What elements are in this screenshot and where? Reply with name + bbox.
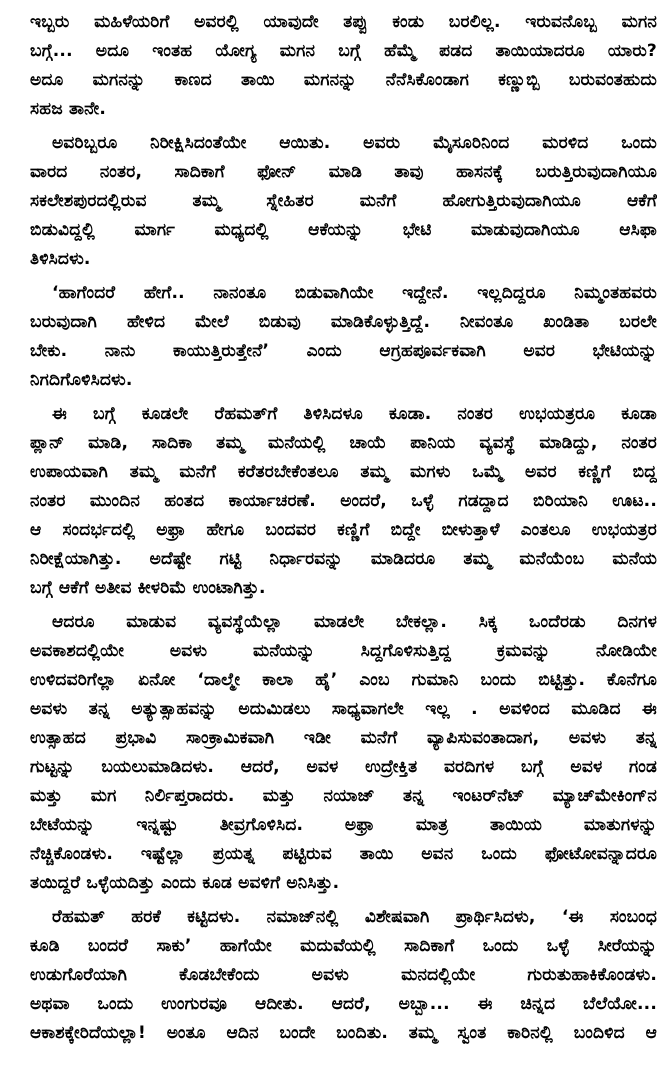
paragraph-2 [30, 129, 657, 274]
text-line: ಬರುವುದಾಗಿ ಹೇಳಿದ ಮೇಲೆ ಬಿಡುವು ಮಾಡಿಕೊಳ್ಳುತ್ತಿದ್ದೆ. ನೀವಂತೂ ಖಂಡಿತಾ ಬರಲೇ [30, 312, 657, 332]
text-line: ಗುಟ್ಟನ್ನು ಬಯಲುಮಾಡಿದಳು. ಆದರೆ, ಅವಳ ಉದ್ರೇಕ್ತಿತ ವರದಿಗಳ ಬಗ್ಗೆ ಅವಳ ಗಂಡ [30, 757, 657, 777]
text-line: ನಿಗದಿಗೊಳಿಸಿದಳು. [30, 370, 133, 390]
text-line: ಆದರೂ ಮಾಡುವ ವ್ಯವಸ್ಥೆಯೆಲ್ಲಾ ಮಾಡಲೇ ಬೇಕಲ್ಲಾ. ಸಿಕ್ಕ ಒಂದೆರಡು ದಿನಗಳ [52, 612, 657, 632]
text-line: ನಂತರ ಮುಂದಿನ ಹಂತದ ಕಾರ್ಯಾಚರಣೆ. ಅಂದರೆ, ಒಳ್ಳೆ ಗಡದ್ದಾದ ಬಿರಿಯಾನಿ ಊಟ.. [30, 491, 657, 511]
text-line: ತಿಳಿಸಿದಳು. [30, 249, 91, 269]
text-line: ಬೇಟೆಯನ್ನು ಇನ್ನಷ್ಟು ತೀವ್ರಗೊಳಿಸಿದ. ಅಫ್ರಾ ಮಾತ್ರ ತಾಯಿಯ ಮಾತುಗಳನ್ನು [30, 815, 657, 835]
text-line: ರೆಹಮತ್ ಹರಕೆ ಕಟ್ಟಿದಳು. ನಮಾಜ್‌ನಲ್ಲಿ ವಿಶೇಷವಾಗಿ ಪ್ರಾರ್ಥಿಸಿದಳು, ‘ಈ ಸಂಬಂಧ [52, 907, 657, 927]
text-line: ಅವರಿಬ್ಬರೂ ನಿರೀಕ್ಷಿಸಿದಂತೆಯೇ ಆಯಿತು. ಅವರು ಮೈಸೂರಿನಿಂದ ಮರಳಿದ ಒಂದು [52, 133, 657, 153]
text-line: ವಾರದ ನಂತರ, ಸಾದಿಕಾಗೆ ಫೋನ್ ಮಾಡಿ ತಾವು ಹಾಸನಕ್ಕೆ ಬರುತ್ತಿರುವುದಾಗಿಯೂ [30, 162, 657, 182]
text-line: ಬಗ್ಗೆ ಆಕೆಗೆ ಅತೀವ ಕೀಳರಿಮೆ ಉಂಟಾಗಿತ್ತು. [30, 578, 266, 598]
text-line: ಉತ್ಸಾಹದ ಪ್ರಭಾವಿ ಸಾಂಕ್ರಾಮಿಕವಾಗಿ ಇಡೀ ಮನೆಗೆ ವ್ಯಾಪಿಸುವಂತಾದಾಗ, ಅವಳು ತನ್ನ [30, 728, 657, 748]
text-line: ನಿರೀಕ್ಷೆಯಾಗಿತ್ತು. ಅದೆಷ್ಟೇ ಗಟ್ಟಿ ನಿರ್ಧಾರವನ್ನು ಮಾಡಿದರೂ ತಮ್ಮ ಮನೆಯೆಂಬ ಮನೆಯ [30, 549, 657, 569]
text-line: ತಯಿದ್ದರೆ ಒಳ್ಳೆಯದಿತ್ತು ಎಂದು ಕೂಡ ಅವಳಿಗೆ ಅನಿಸಿತ್ತು. [30, 873, 340, 893]
text-line: ಪ್ಲಾನ್ ಮಾಡಿ, ಸಾದಿಕಾ ತಮ್ಮ ಮನೆಯಲ್ಲಿ ಚಾಯೆ ಪಾನಿಯ ವ್ಯವಸ್ಥೆ ಮಾಡಿದ್ದು, ನಂತರ [30, 433, 657, 453]
text-line: ಉಳಿದವರಿಗೆಲ್ಲಾ ಏನೋ ‘ದಾಲ್ಮೇ ಕಾಲಾ ಹೈ’ ಎಂಬ ಗುಮಾನಿ ಬಂದು ಬಿಟ್ಟಿತ್ತು. ಕೊನೆಗೂ [30, 670, 657, 690]
text-line: ‘ಹಾಗೆಂದರೆ ಹೇಗೆ.. ನಾನಂತೂ ಬಿಡುವಾಗಿಯೇ ಇದ್ದೇನೆ. ಇಲ್ಲದಿದ್ದರೂ ನಿಮ್ಮಂತಹವರು [52, 283, 657, 303]
text-line: ಆ ಸಂದರ್ಭದಲ್ಲಿ ಅಫ್ರಾ ಹೇಗೂ ಬಂದವರ ಕಣ್ಣಿಗೆ ಬಿದ್ದೇ ಬೀಳುತ್ತಾಳೆ ಎಂತಲೂ ಉಭಯತ್ರರ [30, 520, 657, 540]
paragraph-6 [30, 903, 657, 1048]
text-line: ಸಕಲೇಶಪುರದಲ್ಲಿರುವ ತಮ್ಮ ಸ್ನೇಹಿತರ ಮನೆಗೆ ಹೋಗುತ್ತಿರುವುದಾಗಿಯೂ ಆಕೆಗೆ [30, 191, 657, 211]
text-line: ಉಪಾಯವಾಗಿ ತಮ್ಮ ಮನೆಗೆ ಕರೆತರಬೇಕೆಂತಲೂ ತಮ್ಮ ಮಗಳು ಒಮ್ಮೆ ಅವರ ಕಣ್ಣಿಗೆ ಬಿದ್ದ [30, 462, 657, 482]
paragraph-5 [30, 608, 657, 898]
text-line: ಅವಳು ತನ್ನ ಅತ್ಯುತ್ಸಾಹವನ್ನು ಅದುಮಿಡಲು ಸಾಧ್ಯವಾಗಲೇ ಇಲ್ಲ . ಅವಳಿಂದ ಮೂಡಿದ ಈ [30, 699, 657, 719]
paragraph-1 [30, 8, 657, 124]
text-line: ಈ ಬಗ್ಗೆ ಕೂಡಲೇ ರೆಹಮತ್‌ಗೆ ತಿಳಿಸಿದಳೂ ಕೂಡಾ. ನಂತರ ಉಭಯತ್ರರೂ ಕೂಡಾ [52, 404, 657, 424]
text-line: ಅವಕಾಶದಲ್ಲಿಯೇ ಅವಳು ಮನೆಯನ್ನು ಸಿದ್ದಗೊಳಿಸುತ್ತಿದ್ದ ಕ್ರಮವನ್ನು ನೋಡಿಯೇ [30, 641, 657, 661]
text-line: ನೆಚ್ಚಿಕೊಂಡಳು. ಇಷ್ಟೆಲ್ಲಾ ಪ್ರಯತ್ನ ಪಟ್ಟಿರುವ ತಾಯಿ ಅವನ ಒಂದು ಫೋಟೋವನ್ನಾದರೂ [30, 844, 657, 864]
text-line: ಅದೂ ಮಗನನ್ನು ಕಾಣದ ತಾಯಿ ಮಗನನ್ನು ನೆನೆಸಿಕೊಂಡಾಗ ಕಣ್ಣುಬ್ಬಿ ಬರುವಂತಹುದು [30, 70, 657, 90]
text-line: ಆಕಾಶಕ್ಕೇರಿದೆಯಲ್ಲಾ! ಅಂತೂ ಆದಿನ ಬಂದೇ ಬಂದಿತು. ತಮ್ಮ ಸ್ವಂತ ಕಾರಿನಲ್ಲಿ ಬಂದಿಳಿದ ಆ [30, 1023, 657, 1043]
text-line: ಬೇಕು. ನಾನು ಕಾಯುತ್ತಿರುತ್ತೇನೆ’ ಎಂದು ಆಗ್ರಹಪೂರ್ವಕವಾಗಿ ಅವರ ಭೇಟಿಯನ್ನು [30, 341, 657, 361]
text-line: ಸಹಜ ತಾನೇ. [30, 99, 107, 119]
text-line: ಇಬ್ಬರು ಮಹಿಳೆಯರಿಗೆ ಅವರಲ್ಲಿ ಯಾವುದೇ ತಪ್ಪು ಕಂಡು ಬರಲಿಲ್ಲ. ಇರುವನೊಬ್ಬ ಮಗನ [30, 12, 657, 32]
text-line: ಮತ್ತು ಮಗ ನಿರ್ಲಿಪ್ತರಾದರು. ಮತ್ತು ನಯಾಜ್ ತನ್ನ ಇಂಟರ್‌ನೆಟ್ ಮ್ಯಾಚ್‌ಮೇಕಿಂಗ್‌ನ [30, 786, 657, 806]
text-line: ಕೂಡಿ ಬಂದರೆ ಸಾಕು’ ಹಾಗೆಯೇ ಮದುವೆಯಲ್ಲಿ ಸಾದಿಕಾಗೆ ಒಂದು ಒಳ್ಳೆ ಸೀರೆಯನ್ನು [30, 936, 657, 956]
text-line: ಅಥವಾ ಒಂದು ಉಂಗುರವೂ ಆದೀತು. ಆದರೆ, ಅಬ್ಬಾ... ಈ ಚಿನ್ನದ ಬೆಲೆಯೋ... [30, 994, 657, 1014]
text-line: ಉಡುಗೊರೆಯಾಗಿ ಕೊಡಬೇಕೆಂದು ಅವಳು ಮನದಲ್ಲಿಯೇ ಗುರುತುಹಾಕಿಕೊಂಡಳು. [30, 965, 657, 985]
paragraph-4 [30, 400, 657, 603]
paragraph-3 [30, 279, 657, 395]
text-line: ಬಗ್ಗೆ... ಅದೂ ಇಂತಹ ಯೋಗ್ಯ ಮಗನ ಬಗ್ಗೆ ಹೆಮ್ಮೆ ಪಡದ ತಾಯಿಯಾದರೂ ಯಾರು? [30, 41, 657, 61]
text-line: ಬಿಡುವಿದ್ದಲ್ಲಿ ಮಾರ್ಗ ಮಧ್ಯದಲ್ಲಿ ಆಕೆಯನ್ನು ಭೇಟಿ ಮಾಡುವುದಾಗಿಯೂ ಆಸಿಫಾ [30, 220, 657, 240]
